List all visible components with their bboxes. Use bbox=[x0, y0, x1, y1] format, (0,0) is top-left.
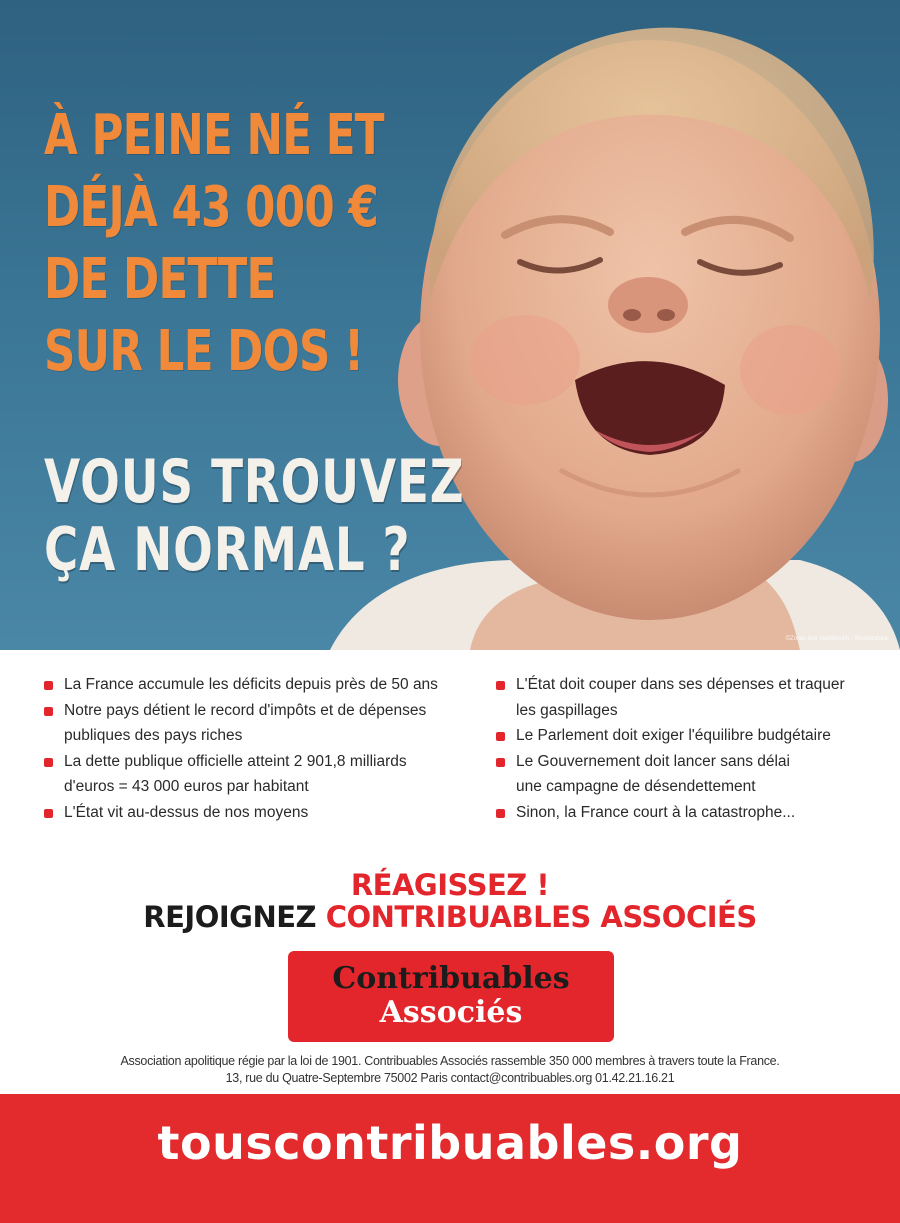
list-item: Sinon, la France court à la catastrophe... bbox=[496, 800, 876, 826]
list-item: La France accumule les déficits depuis près de 50 ans bbox=[44, 672, 464, 698]
list-item-continuation: une campagne de désendettement bbox=[516, 778, 756, 795]
bullet-icon bbox=[44, 809, 53, 818]
list-item: L'État vit au-dessus de nos moyens bbox=[44, 800, 464, 826]
contact-address: 13, rue du Quatre-Septembre 75002 Paris contact@contribuables.org 01.42.21.16.21 bbox=[225, 1071, 675, 1085]
headline-line: DE DETTE bbox=[44, 247, 276, 312]
list-item: Notre pays détient le record d'impôts et de dépenses bbox=[44, 698, 464, 724]
bullet-list-left bbox=[44, 672, 464, 825]
headline-line: À PEINE NÉ ET bbox=[44, 103, 384, 168]
list-item: L'État doit couper dans ses dépenses et traquer bbox=[496, 672, 876, 698]
question-headline bbox=[44, 448, 464, 584]
bullet-icon bbox=[496, 681, 505, 690]
list-item: La dette publique officielle atteint 2 901,8 milliards bbox=[44, 749, 464, 775]
question-line: VOUS TROUVEZ bbox=[44, 447, 465, 517]
website-link[interactable]: touscontribuables.org bbox=[157, 1116, 743, 1170]
question-line: ÇA NORMAL ? bbox=[44, 515, 411, 585]
bullet-lists bbox=[0, 672, 900, 832]
list-item: Le Parlement doit exiger l'équilibre budgétaire bbox=[496, 723, 876, 749]
bullet-icon bbox=[44, 758, 53, 767]
cta-react: RÉAGISSEZ ! bbox=[350, 868, 550, 902]
bullet-icon bbox=[496, 809, 505, 818]
association-description: Association apolitique régie par la loi de 1901. Contribuables Associés rassemble 350 000 membres à travers toute la France. bbox=[120, 1054, 780, 1068]
photo-credit: ©Zoran Kiril Vashkevich - Shutterstock bbox=[785, 636, 888, 642]
contribuables-associes-logo bbox=[288, 951, 614, 1042]
list-item-continuation: d'euros = 43 000 euros par habitant bbox=[64, 778, 309, 795]
logo-line-2: Associés bbox=[379, 995, 523, 1030]
headline bbox=[44, 100, 384, 388]
cta-join-verb: REJOIGNEZ bbox=[143, 900, 317, 934]
list-item-continuation: les gaspillages bbox=[516, 701, 618, 719]
list-item-continuation: publiques des pays riches bbox=[64, 727, 243, 744]
bullet-icon bbox=[496, 758, 505, 767]
cta-join bbox=[0, 900, 900, 934]
bullet-icon bbox=[44, 681, 53, 690]
headline-line: DÉJÀ 43 000 € bbox=[44, 175, 378, 240]
bullet-icon bbox=[44, 707, 53, 716]
list-item: Le Gouvernement doit lancer sans délai bbox=[496, 749, 876, 775]
footer-banner bbox=[0, 1094, 900, 1223]
bullet-icon bbox=[496, 732, 505, 741]
logo-line-1: Contribuables bbox=[332, 961, 570, 996]
headline-line: SUR LE DOS ! bbox=[44, 319, 364, 384]
cta-join-org: CONTRIBUABLES ASSOCIÉS bbox=[325, 900, 757, 934]
bullet-list-right bbox=[496, 672, 876, 825]
